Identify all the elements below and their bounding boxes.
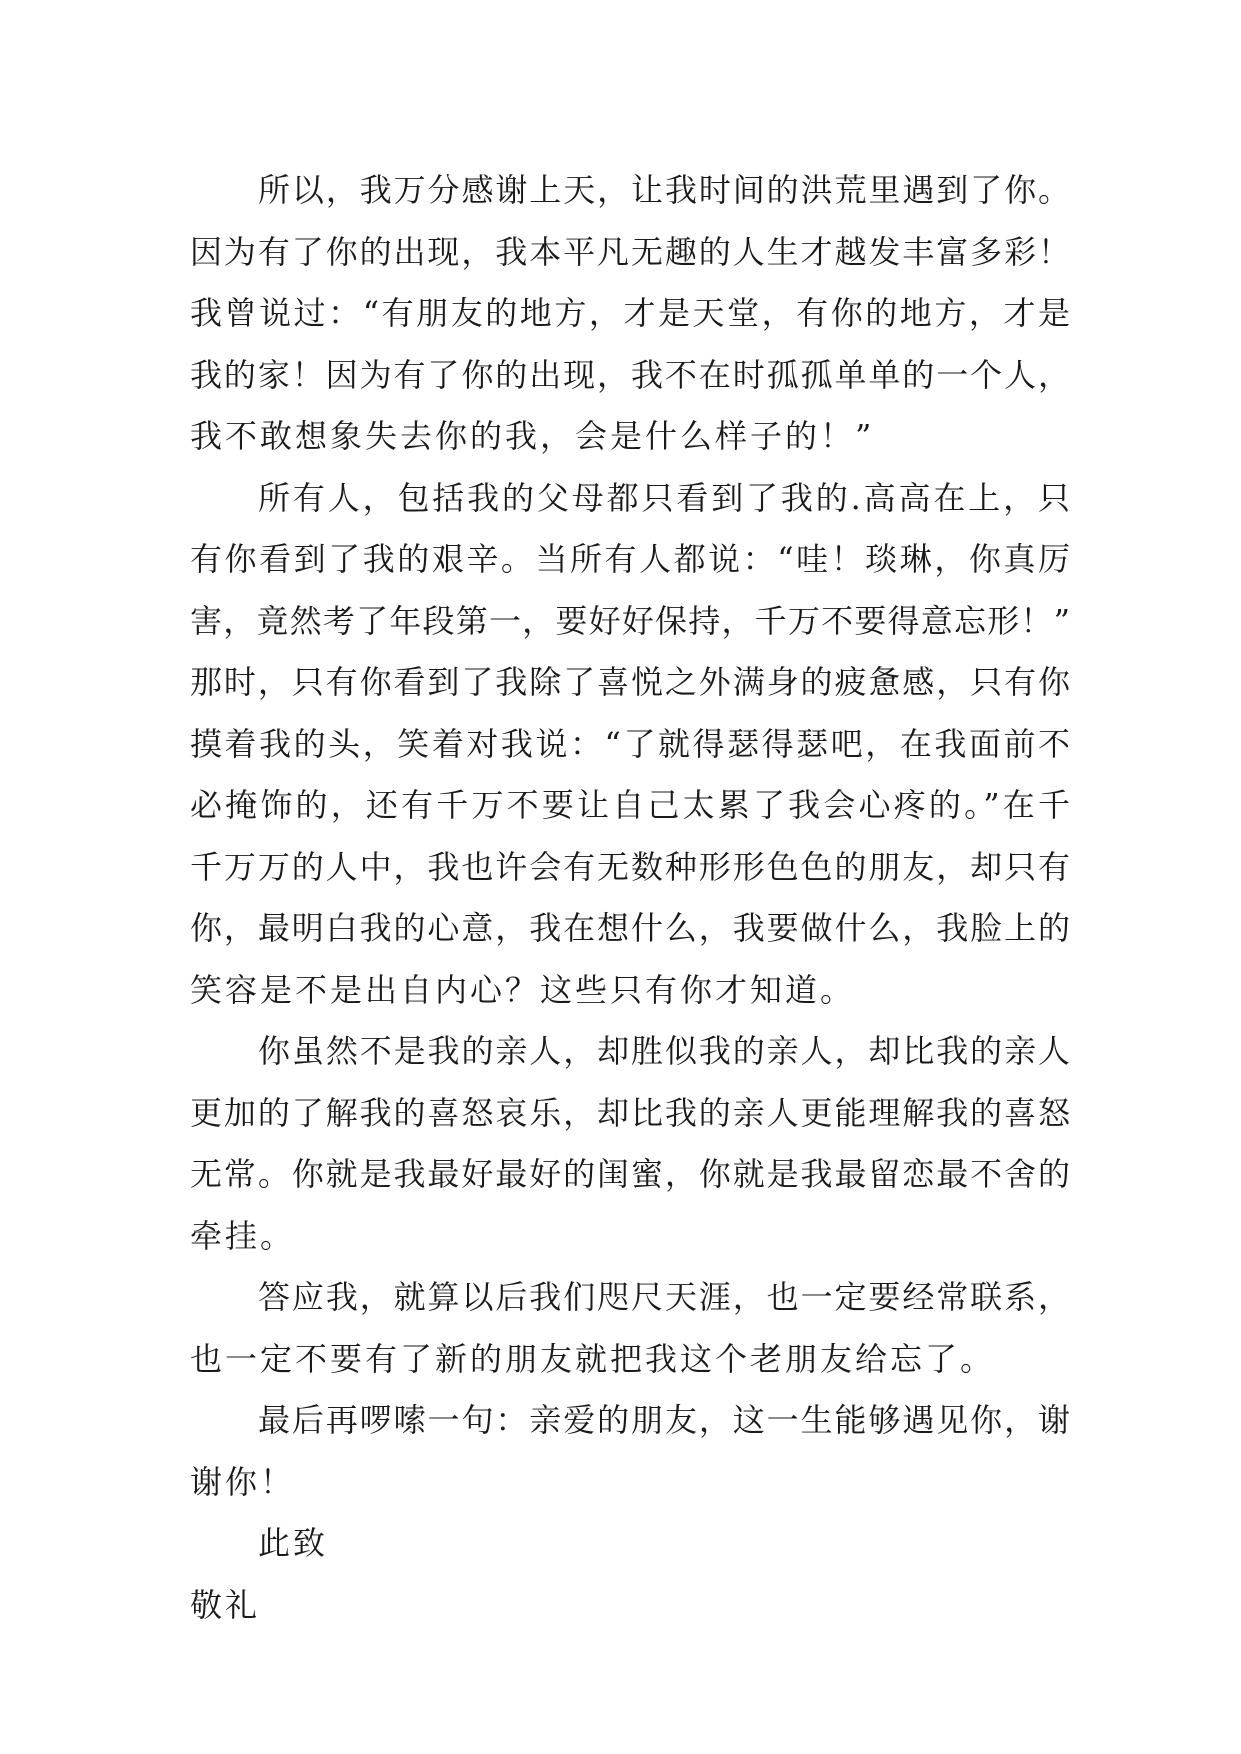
text-line: 最后再啰嗦一句：亲爱的朋友，这一生能够遇见你，谢 [258,1401,1070,1439]
text-line: 千万万的人中，我也许会有无数种形形色色的朋友，却只有 [190,847,1070,886]
text-line: 所以，我万分感谢上天，让我时间的洪荒里遇到了你。 [258,171,1070,209]
text-line: 更加的了解我的喜怒哀乐，却比我的亲人更能理解我的喜怒 [190,1093,1070,1132]
text-line: 我不敢想象失去你的我，会是什么样子的！” [190,417,875,455]
text-line: 你，最明白我的心意，我在想什么，我要做什么，我脸上的 [190,909,1070,947]
text-line: 有你看到了我的艰辛。当所有人都说：“哇！琰琳，你真厉 [190,540,1070,578]
text-line: 敬礼 [190,1585,261,1624]
text-line: 你虽然不是我的亲人，却胜似我的亲人，却比我的亲人 [258,1032,1070,1070]
text-line: 摸着我的头，笑着对我说：“了就得瑟得瑟吧，在我面前不 [190,724,1070,763]
text-line: 无常。你就是我最好最好的闺蜜，你就是我最留恋最不舍的 [190,1155,1070,1193]
text-line: 害，竟然考了年段第一，要好好保持，千万不要得意忘形！” [190,601,1070,640]
text-line: 也一定不要有了新的朋友就把我这个老朋友给忘了。 [190,1339,996,1378]
text-line: 答应我，就算以后我们咫尺天涯，也一定要经常联系， [258,1278,1070,1316]
text-line: 因为有了你的出现，我本平凡无趣的人生才越发丰富多彩！ [190,232,1070,271]
text-line: 此致 [258,1524,329,1562]
text-line: 我曾说过：“有朋友的地方，才是天堂，有你的地方，才是 [190,294,1070,332]
text-line: 必掩饰的，还有千万不要让自己太累了我会心疼的。”在千 [190,786,1070,824]
letter-body [190,160,1070,1636]
text-line: 那时，只有你看到了我除了喜悦之外满身的疲惫感，只有你 [190,663,1070,701]
text-line: 我的家！因为有了你的出现，我不在时孤孤单单的一个人， [190,355,1070,394]
text-line: 所有人，包括我的父母都只看到了我的.高高在上，只 [258,478,1070,517]
text-line: 牵挂。 [190,1216,296,1255]
text-line: 笑容是不是出自内心？这些只有你才知道。 [190,970,856,1009]
text-line: 谢你！ [190,1462,296,1501]
